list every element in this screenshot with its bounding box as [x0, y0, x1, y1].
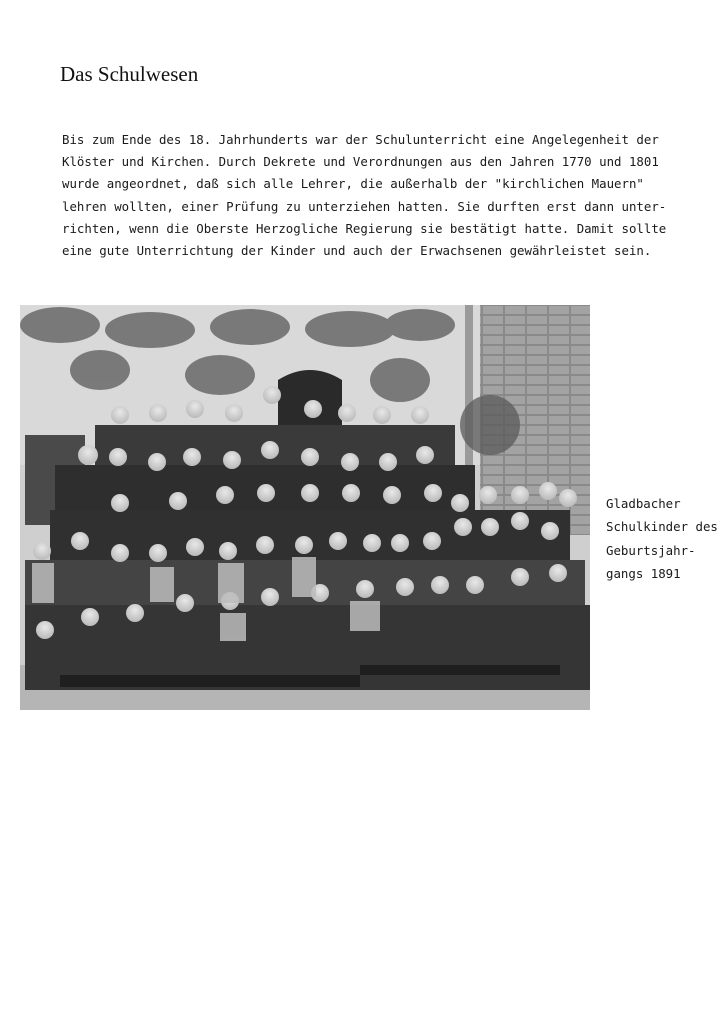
caption-line: gangs 1891 — [606, 566, 681, 582]
photo-image — [20, 305, 590, 710]
paragraph-line: Klöster und Kirchen. Durch Dekrete und Verordnungen aus den Jahren 1770 und 1801 — [62, 154, 659, 170]
paragraph-line: lehren wollten, einer Prüfung zu unterziehen hatten. Sie durften erst dann unter- — [62, 198, 667, 214]
paragraph-line: wurde angeordnet, daß sich alle Lehrer, die außerhalb der "kirchlichen Mauern" — [62, 176, 644, 192]
school-class-photo — [20, 305, 590, 710]
caption-line: Gladbacher — [606, 496, 681, 511]
caption-line: Schulkinder des — [606, 519, 718, 535]
intro-paragraph — [62, 129, 667, 262]
photo-caption — [606, 492, 721, 586]
paragraph-line: eine gute Unterrichtung der Kinder und auch der Erwachsenen gewährleistet sein. — [62, 242, 652, 258]
paragraph-line: Bis zum Ende des 18. Jahrhunderts war der Schulunterricht eine Angelegenheit der — [62, 132, 659, 147]
caption-line: Geburtsjahr- — [606, 542, 696, 558]
page-title: Das Schulwesen — [60, 62, 199, 86]
paragraph-line: richten, wenn die Oberste Herzogliche Regierung sie bestätigt hatte. Damit sollte — [62, 220, 667, 236]
